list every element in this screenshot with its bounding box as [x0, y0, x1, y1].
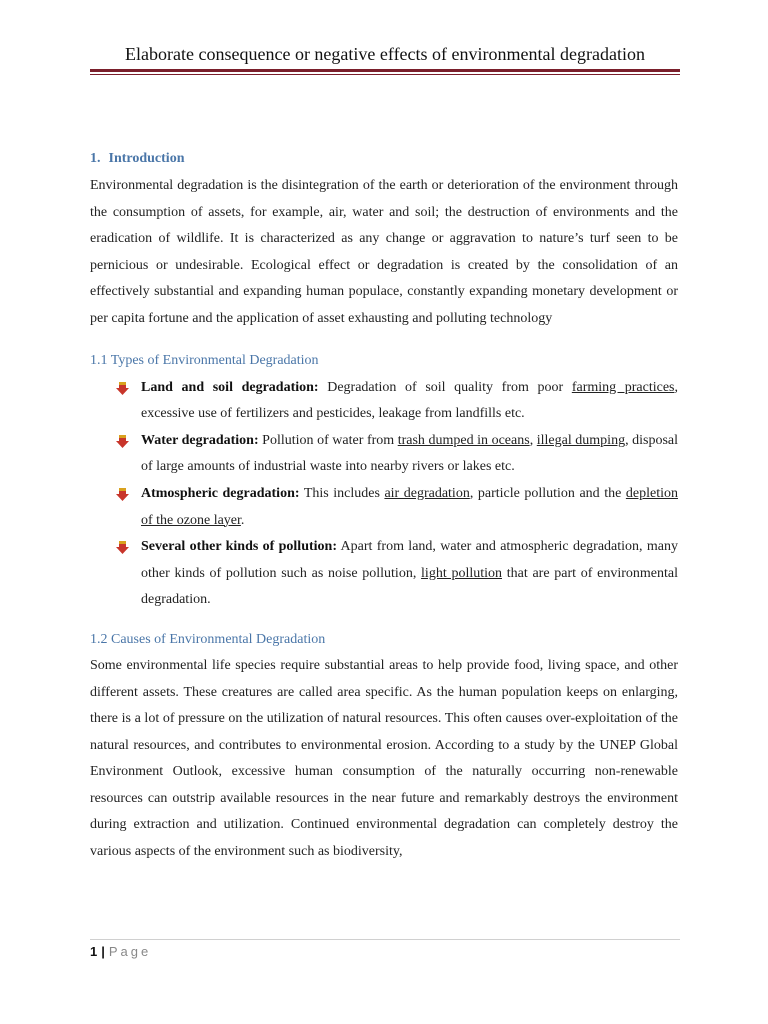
list-item-text: Degradation of soil quality from poor: [318, 379, 572, 395]
section-number: 1.: [90, 151, 101, 166]
footer-rule: [90, 939, 680, 940]
arrow-down-bullet-icon: [116, 435, 129, 448]
header-rule-thick: [90, 69, 680, 72]
list-item-text: This includes: [299, 485, 385, 501]
page-header-title: Elaborate consequence or negative effects of environmental degradation: [125, 44, 645, 64]
section-title: Introduction: [108, 151, 185, 166]
list-item: [90, 481, 678, 534]
section-heading-introduction: [90, 146, 678, 172]
list-item-text: Apart from land, water and atmospheric degradation, many other kinds of pollution such as noise pollution,: [141, 539, 678, 581]
types-list: [90, 375, 678, 614]
arrow-down-bullet-icon: [116, 382, 129, 395]
header-rule-thin: [90, 74, 680, 75]
section-heading-types: 1.1 Types of Environmental Degradation: [90, 352, 319, 368]
arrow-down-bullet-icon: [116, 488, 129, 501]
list-item-lead: Atmospheric degradation:: [141, 485, 300, 501]
list-item-text: ,: [529, 432, 537, 448]
link-illegal-dumping[interactable]: illegal dumping: [536, 432, 626, 448]
page-label: Page: [108, 944, 152, 959]
list-item-text: , disposal of large amounts of industrial waste into nearby rivers or lakes etc.: [141, 432, 679, 475]
list-item: [90, 375, 678, 428]
list-item-lead: Water degradation:: [141, 432, 259, 448]
list-item-text: , particle pollution and the: [469, 485, 626, 501]
section-heading-causes: 1.2 Causes of Environmental Degradation: [90, 631, 326, 647]
list-item: [90, 534, 678, 614]
arrow-down-bullet-icon: [116, 541, 129, 554]
page-number: 1: [90, 944, 98, 959]
link-air-degradation[interactable]: air degradation: [384, 485, 470, 501]
list-item-text: .: [240, 512, 245, 528]
causes-paragraph: Some environmental life species require substantial areas to help provide food, living space, and other different assets. These creatures are called area specific. As the human population keeps on enlarging, there is a lot of pressure on the utilization of natural resources. This often causes over-exploitation of the natural resources, and contributes to environmental erosion. According to a study by the UNEP Global Environment Outlook, excessive human consumption of the naturally occurring non-renewable resources can outstrip available resources in the near future and remarkably destroys the environment during extraction and utilization. Continued environmental degradation can completely destroy the various aspects of the environment such as biodiversity,: [90, 657, 678, 860]
list-item: [90, 428, 678, 481]
footer-separator: |: [101, 944, 105, 959]
list-item-lead: Land and soil degradation:: [141, 379, 319, 395]
list-item-lead: Several other kinds of pollution:: [141, 539, 337, 555]
link-light-pollution[interactable]: light pollution: [421, 565, 502, 581]
intro-paragraph: Environmental degradation is the disintegration of the earth or deterioration of the environment through the consumption of assets, for example, air, water and soil; the destruction of environments and the eradication of wildlife. It is characterized as any change or aggravation to nature’s turf seen to be pernicious or undesirable. Ecological effect or degradation is created by the consolidation of an effectively substantial and expanding human populace, constantly expanding monetary development or per capita fortune and the application of asset exhausting and polluting technology: [90, 178, 678, 326]
link-ozone-depletion[interactable]: depletion of the ozone layer: [141, 485, 678, 528]
document-body: [90, 146, 678, 866]
list-item-text: Pollution of water from: [258, 432, 398, 448]
list-item-text: that are part of environmental degradation.: [141, 565, 678, 608]
link-farming-practices[interactable]: farming practices: [571, 379, 675, 395]
page-footer: [90, 944, 151, 959]
list-item-text: , excessive use of fertilizers and pesticides, leakage from landfills etc.: [141, 379, 678, 422]
link-trash-dumped[interactable]: trash dumped in oceans: [397, 432, 530, 448]
